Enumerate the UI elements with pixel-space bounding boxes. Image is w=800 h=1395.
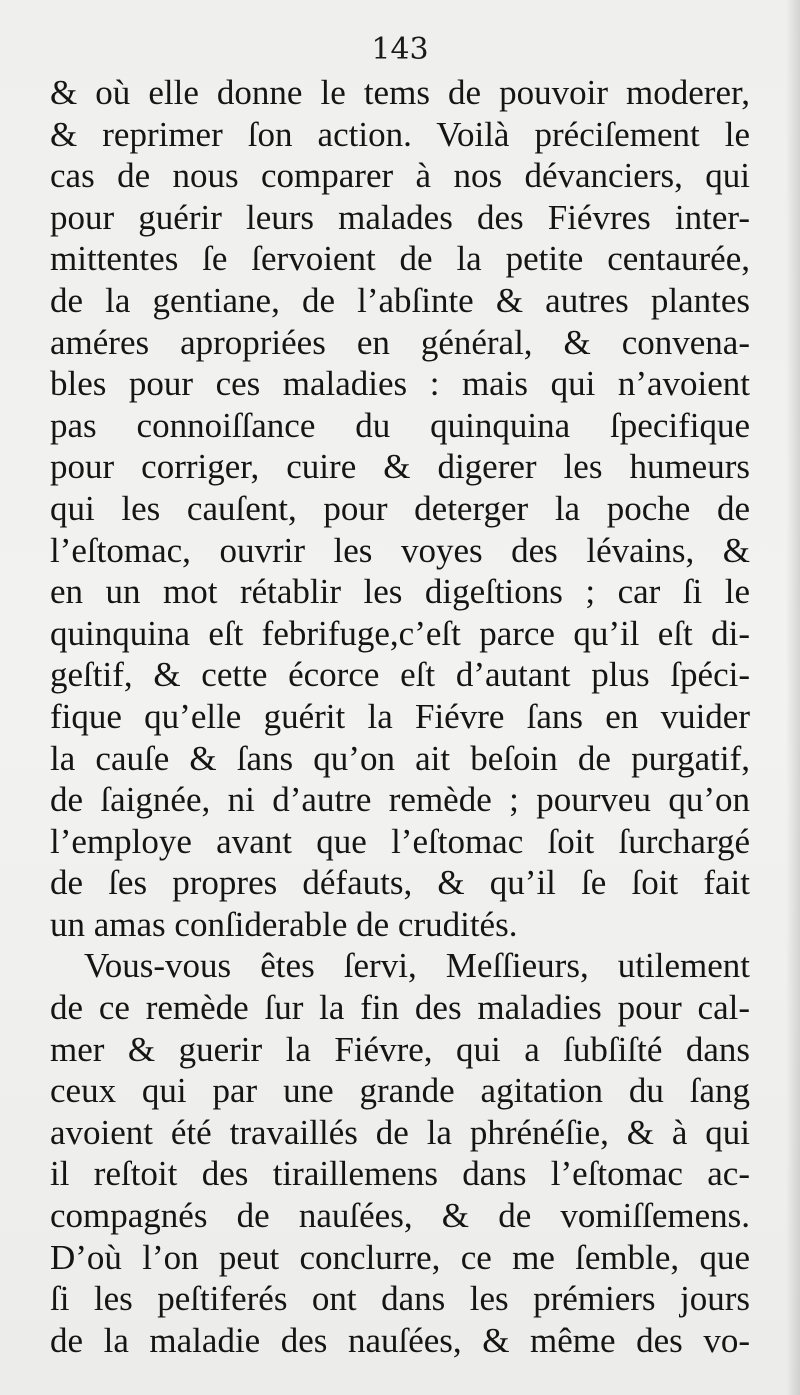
text-line: mittentes ſe ſervoient de la petite centaurée, xyxy=(50,239,750,279)
text-line: & reprimer ſon action. Voilà préciſement le xyxy=(50,114,750,154)
text-line: ſi les peſtiferés ont dans les prémiers jours xyxy=(50,1279,750,1319)
text-line: bles pour ces maladies : mais qui n’avoient xyxy=(50,364,750,404)
text-line: de ſaignée, ni d’autre remède ; pourveu qu’on xyxy=(50,780,750,820)
text-line: pas connoiſſance du quinquina ſpecifique xyxy=(50,405,750,445)
text-line: qui les cauſent, pour deterger la poche de xyxy=(50,488,750,528)
body-text xyxy=(50,72,750,1361)
text-line: fique qu’elle guérit la Fiévre ſans en vuider xyxy=(50,696,750,736)
text-line: l’employe avant que l’eſtomac ſoit ſurchargé xyxy=(50,821,750,861)
text-line: & où elle donne le tems de pouvoir moderer, xyxy=(50,73,750,112)
text-line: cas de nous comparer à nos dévanciers, qui xyxy=(50,156,750,196)
text-line: mer & guerir la Fiévre, qui a ſubſiſté dans xyxy=(50,1029,750,1069)
text-line: pour corriger, cuire & digerer les humeurs xyxy=(50,447,750,487)
text-line: de la gentiane, de l’abſinte & autres plantes xyxy=(50,280,750,320)
text-line: en un mot rétablir les digeſtions ; car ſi le xyxy=(50,572,750,612)
text-line: pour guérir leurs malades des Fiévres inter- xyxy=(50,197,750,237)
text-line: ceux qui par une grande agitation du ſang xyxy=(50,1071,750,1111)
text-line: la cauſe & ſans qu’on ait beſoin de purgatif, xyxy=(50,738,750,778)
text-line: avoient été travaillés de la phrénéſie, & à qui xyxy=(50,1112,750,1152)
text-line: améres apropriées en général, & convena- xyxy=(50,322,750,362)
text-line: il reſtoit des tiraillemens dans l’eſtomac ac- xyxy=(50,1154,750,1194)
paragraph-end-line: un amas conſiderable de crudités. xyxy=(50,904,518,944)
text-line: de ſes propres défauts, & qu’il ſe ſoit fait xyxy=(50,863,750,903)
paragraph-start-line: Vous-vous êtes ſervi, Meſſieurs, utilement xyxy=(84,946,750,986)
text-line: l’eſtomac, ouvrir les voyes des lévains, & xyxy=(50,530,750,570)
text-line: compagnés de nauſées, & de vomiſſemens. xyxy=(50,1196,750,1236)
text-line: quinquina eſt febrifuge,c’eſt parce qu’il eſt di- xyxy=(50,613,750,653)
page-number: 143 xyxy=(371,32,429,67)
text-line: de ce remède ſur la fin des maladies pour cal- xyxy=(50,988,750,1028)
text-line: de la maladie des nauſées, & même des vo- xyxy=(50,1320,750,1360)
text-line: geſtif, & cette écorce eſt d’autant plus ſpéci- xyxy=(50,655,750,695)
text-line: D’où l’on peut conclurre, ce me ſemble, que xyxy=(50,1237,750,1277)
